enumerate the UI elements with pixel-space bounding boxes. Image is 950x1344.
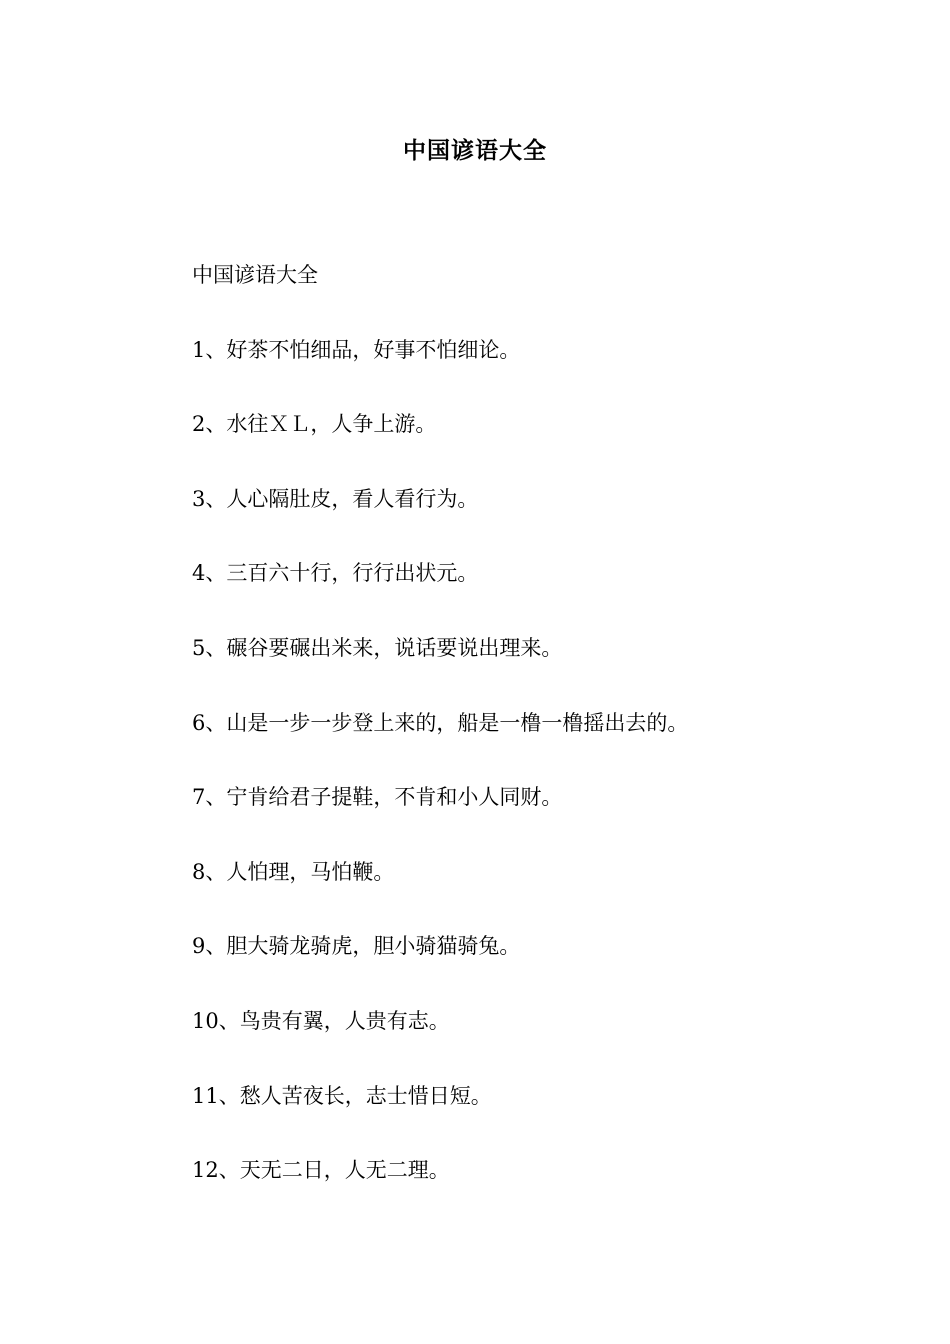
proverb-item: 2、水往ＸＬ，人争上游。 <box>192 412 437 437</box>
proverb-item: 1、好茶不怕细品，好事不怕细论。 <box>192 337 521 362</box>
document-subtitle: 中国谚语大全 <box>192 263 318 287</box>
proverb-item: 8、人怕理，马怕鞭。 <box>192 859 395 884</box>
proverb-item: 9、胆大骑龙骑虎，胆小骑猫骑兔。 <box>192 934 521 959</box>
proverb-item: 6、山是一步一步登上来的，船是一橹一橹摇出去的。 <box>192 710 689 735</box>
proverb-item: 10、鸟贵有翼，人贵有志。 <box>192 1008 450 1033</box>
proverb-item: 3、人心隔肚皮，看人看行为。 <box>192 486 479 511</box>
document-body <box>192 257 892 1227</box>
proverb-item: 7、宁肯给君子提鞋，不肯和小人同财。 <box>192 785 563 810</box>
proverb-item: 11、愁人苦夜长，志士惜日短。 <box>192 1083 492 1108</box>
proverb-item: 4、三百六十行，行行出状元。 <box>192 561 479 586</box>
proverb-item: 12、天无二日，人无二理。 <box>192 1158 450 1183</box>
document-title: 中国谚语大全 <box>403 137 547 164</box>
proverb-item: 5、碾谷要碾出米来，说话要说出理来。 <box>192 635 563 660</box>
